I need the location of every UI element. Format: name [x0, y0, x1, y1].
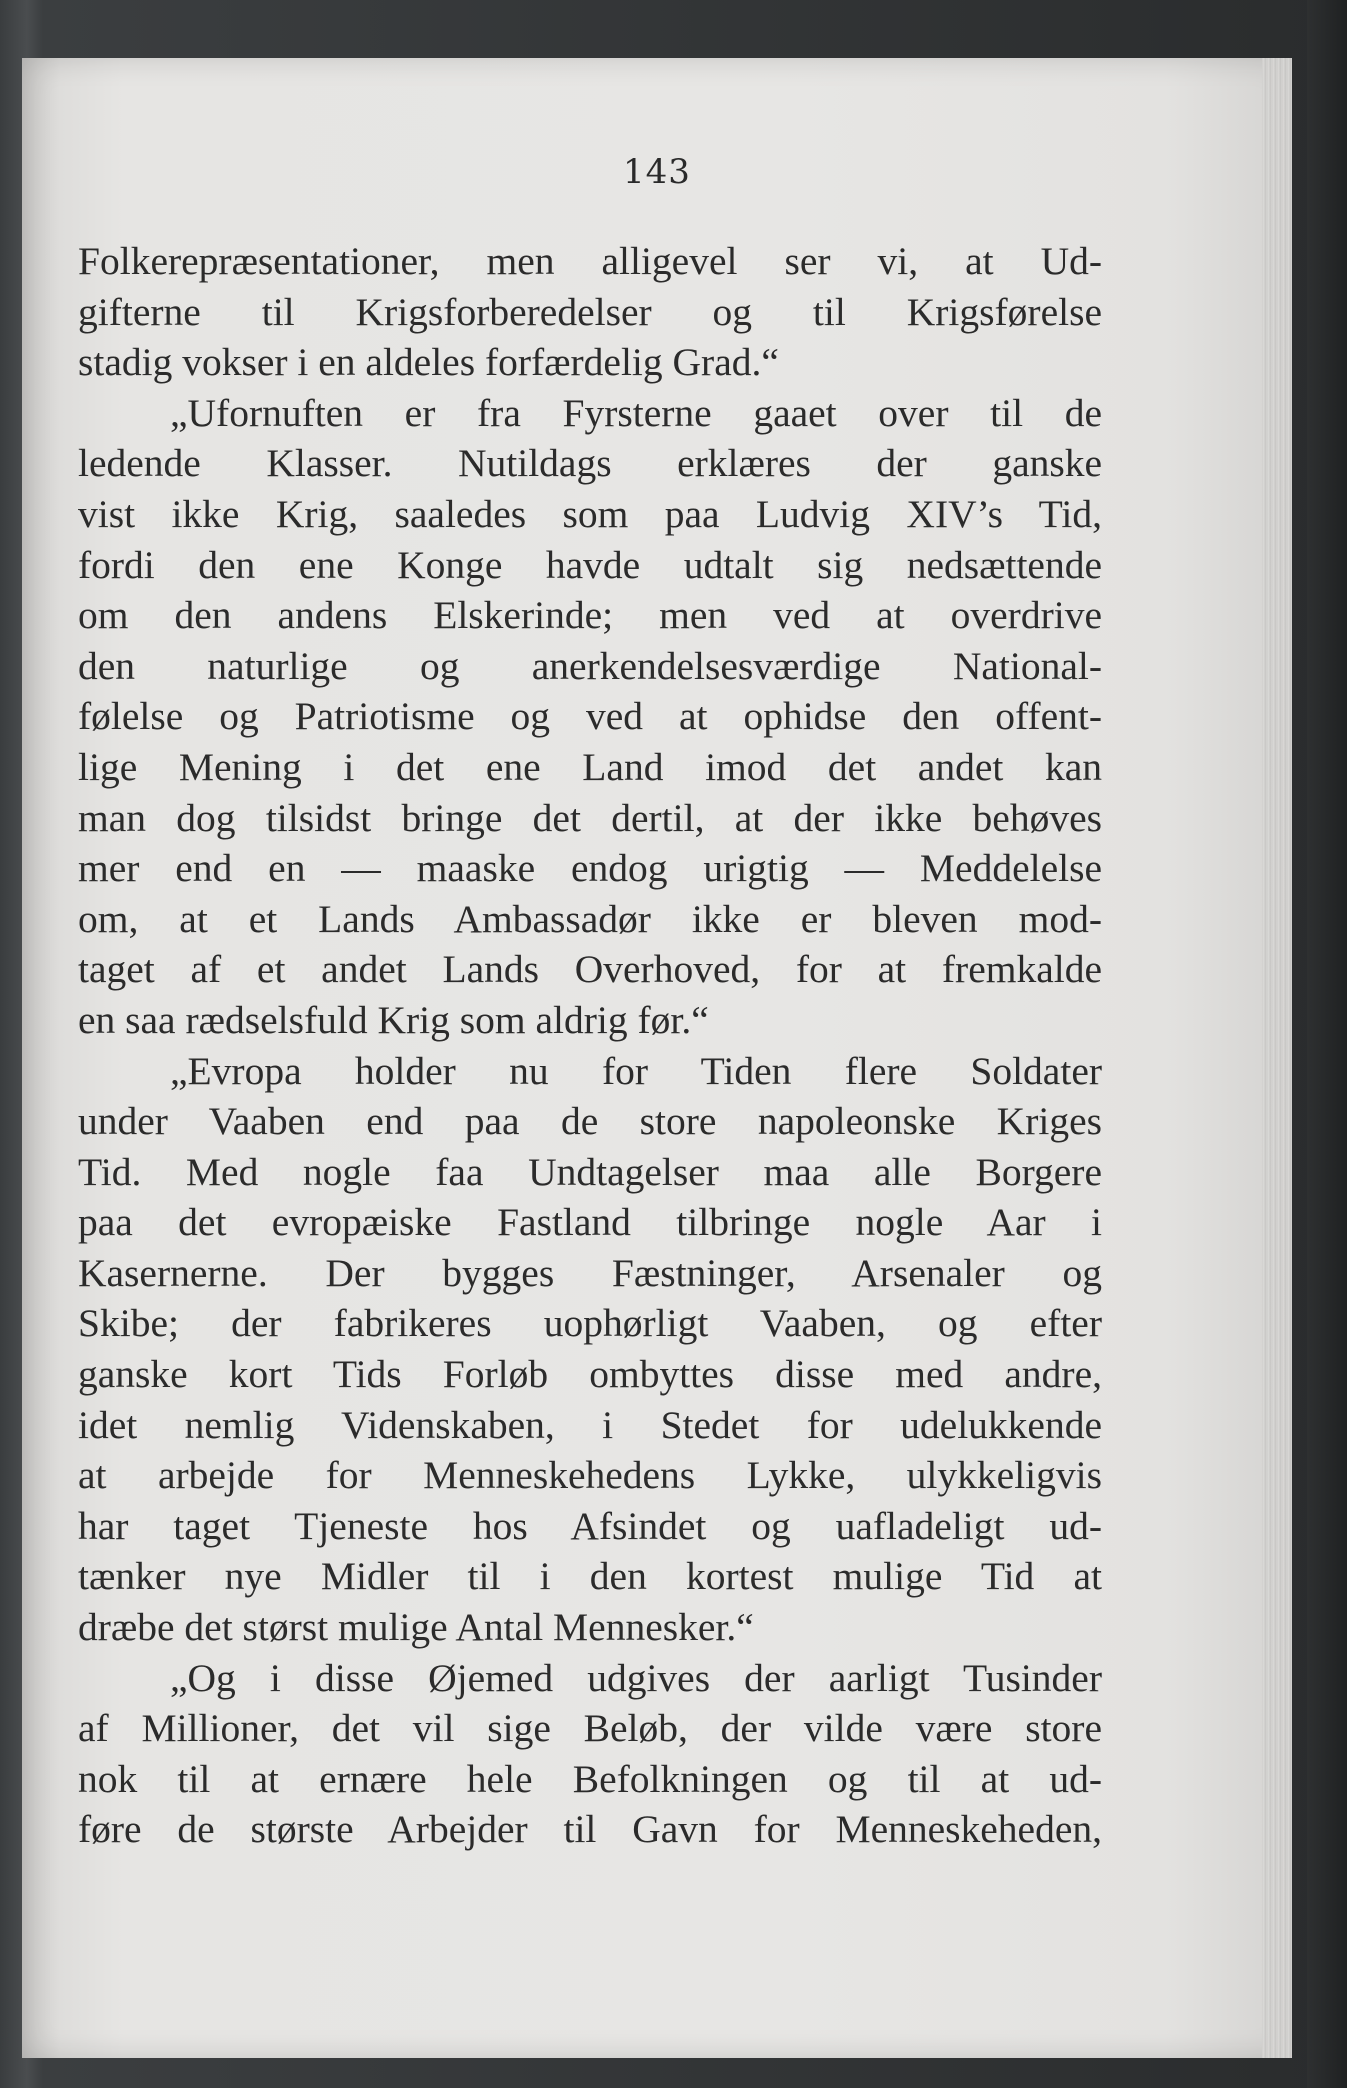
- text-line: idet nemlig Videnskaben, i Stedet for udelukkende: [78, 1402, 1102, 1447]
- text-line: om, at et Lands Ambassadør ikke er bleven mod-: [78, 896, 1102, 941]
- page-number: 143: [623, 152, 691, 192]
- text-line: lige Mening i det ene Land imod det andet kan: [78, 744, 1102, 789]
- text-line: Skibe; der fabrikeres uophørligt Vaaben, og efter: [78, 1301, 1102, 1346]
- text-line: at arbejde for Menneskehedens Lykke, ulykkeligvis: [78, 1453, 1102, 1498]
- text-line: føre de største Arbejder til Gavn for Menneskeheden,: [78, 1807, 1102, 1852]
- text-line: fordi den ene Konge havde udtalt sig nedsættende: [78, 542, 1102, 587]
- text-line: mer end en — maaske endog urigtig — Meddelelse: [78, 846, 1102, 891]
- text-line: har taget Tjeneste hos Afsindet og uafladeligt ud-: [78, 1503, 1102, 1548]
- text-line: ledende Klasser. Nutildags erklæres der ganske: [78, 441, 1102, 486]
- text-line: nok til at ernære hele Befolkningen og til at ud-: [78, 1756, 1102, 1801]
- text-line: den naturlige og anerkendelsesværdige National-: [78, 643, 1102, 688]
- text-line: om den andens Elskerinde; men ved at overdrive: [78, 593, 1102, 638]
- page-stack-edge: [1262, 58, 1292, 2058]
- text-line: paa det evropæiske Fastland tilbringe nogle Aar i: [78, 1200, 1102, 1245]
- text-line: tænker nye Midler til i den kortest mulige Tid at: [78, 1554, 1102, 1599]
- text-line: af Millioner, det vil sige Beløb, der vilde være store: [78, 1706, 1102, 1751]
- page-sheet: [22, 58, 1292, 2058]
- text-line: „Ufornuften er fra Fyrsterne gaaet over til de: [170, 390, 1102, 435]
- book-cover-edge: [1307, 0, 1347, 2088]
- text-line: vist ikke Krig, saaledes som paa Ludvig XIV’s Tid,: [78, 491, 1102, 536]
- text-line: dræbe det størst mulige Antal Mennesker.“: [78, 1605, 754, 1650]
- text-line: under Vaaben end paa de store napoleonske Kriges: [78, 1099, 1102, 1144]
- text-line: Tid. Med nogle faa Undtagelser maa alle Borgere: [78, 1149, 1102, 1194]
- text-line: en saa rædselsfuld Krig som aldrig før.“: [78, 997, 709, 1042]
- text-line: taget af et andet Lands Overhoved, for at fremkalde: [78, 947, 1102, 992]
- text-line: gifterne til Krigsforberedelser og til Krigsførelse: [78, 289, 1102, 334]
- text-line: ganske kort Tids Forløb ombyttes disse med andre,: [78, 1352, 1102, 1397]
- text-line: „Evropa holder nu for Tiden flere Soldater: [170, 1048, 1102, 1093]
- text-line: følelse og Patriotisme og ved at ophidse den offent-: [78, 694, 1102, 739]
- text-line: Kasernerne. Der bygges Fæstninger, Arsenaler og: [78, 1250, 1102, 1295]
- text-line: stadig vokser i en aldeles forfærdelig Grad.“: [78, 340, 779, 385]
- text-line: „Og i disse Øjemed udgives der aarligt Tusinder: [170, 1655, 1102, 1700]
- text-line: man dog tilsidst bringe det dertil, at der ikke behøves: [78, 795, 1102, 840]
- body-text: [78, 236, 1102, 1855]
- text-line: Folkerepræsentationer, men alligevel ser vi, at Ud-: [78, 239, 1102, 283]
